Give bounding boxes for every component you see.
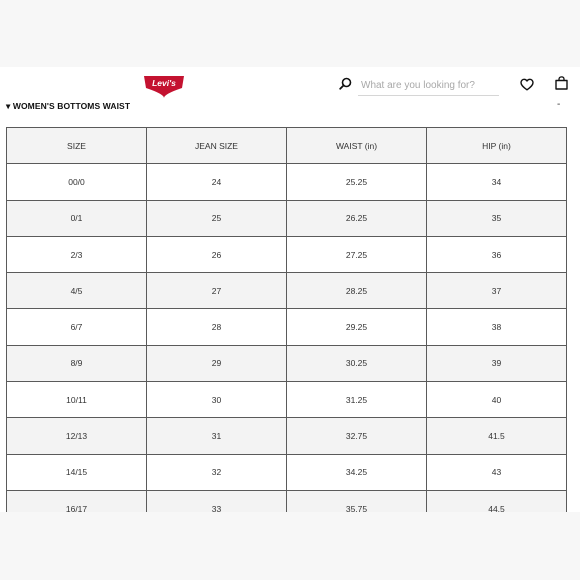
column-header: JEAN SIZE [147, 128, 287, 164]
column-header: SIZE [7, 128, 147, 164]
waist-cell: 35.75 [287, 490, 427, 512]
waist-cell: 29.25 [287, 309, 427, 345]
waist-cell: 25.25 [287, 164, 427, 200]
jean-size-cell: 27 [147, 273, 287, 309]
hip-cell: 39 [427, 345, 567, 381]
levis-logo[interactable] [142, 73, 186, 99]
table-row [7, 309, 567, 345]
column-header: HIP (in) [427, 128, 567, 164]
size-cell: 10/11 [7, 382, 147, 418]
jean-size-cell: 29 [147, 345, 287, 381]
jean-size-cell: 32 [147, 454, 287, 490]
size-cell: 8/9 [7, 345, 147, 381]
hip-cell: 43 [427, 454, 567, 490]
size-cell: 14/15 [7, 454, 147, 490]
search-icon[interactable] [339, 77, 352, 90]
size-cell: 00/0 [7, 164, 147, 200]
table-header-row [7, 128, 567, 164]
section-title[interactable]: ▾ WOMEN'S BOTTOMS WAIST [6, 101, 131, 111]
hip-cell: 34 [427, 164, 567, 200]
bag-icon[interactable] [555, 76, 568, 90]
table-row [7, 345, 567, 381]
waist-cell: 26.25 [287, 200, 427, 236]
hip-cell: 37 [427, 273, 567, 309]
hip-cell: 40 [427, 382, 567, 418]
hip-cell: 41.5 [427, 418, 567, 454]
table-row [7, 236, 567, 272]
table-row [7, 382, 567, 418]
table-row [7, 200, 567, 236]
hip-cell: 44.5 [427, 490, 567, 512]
table-row [7, 273, 567, 309]
jean-size-cell: 31 [147, 418, 287, 454]
size-cell: 6/7 [7, 309, 147, 345]
size-cell: 4/5 [7, 273, 147, 309]
waist-cell: 34.25 [287, 454, 427, 490]
search-input[interactable] [358, 75, 499, 96]
size-cell: 0/1 [7, 200, 147, 236]
table-row [7, 418, 567, 454]
size-cell: 12/13 [7, 418, 147, 454]
logo-text: Levi's [152, 78, 176, 88]
table-row [7, 454, 567, 490]
waist-cell: 30.25 [287, 345, 427, 381]
hip-cell: 36 [427, 236, 567, 272]
waist-cell: 28.25 [287, 273, 427, 309]
jean-size-cell: 25 [147, 200, 287, 236]
jean-size-cell: 28 [147, 309, 287, 345]
size-table [6, 127, 567, 512]
waist-cell: 27.25 [287, 236, 427, 272]
heart-icon[interactable] [520, 78, 534, 91]
waist-cell: 32.75 [287, 418, 427, 454]
collapse-toggle[interactable]: - [557, 99, 561, 110]
waist-cell: 31.25 [287, 382, 427, 418]
size-chart-page [0, 67, 580, 512]
column-header: WAIST (in) [287, 128, 427, 164]
hip-cell: 35 [427, 200, 567, 236]
table-row [7, 164, 567, 200]
jean-size-cell: 30 [147, 382, 287, 418]
size-cell: 2/3 [7, 236, 147, 272]
table-row [7, 490, 567, 512]
hip-cell: 38 [427, 309, 567, 345]
size-cell: 16/17 [7, 490, 147, 512]
jean-size-cell: 26 [147, 236, 287, 272]
jean-size-cell: 33 [147, 490, 287, 512]
jean-size-cell: 24 [147, 164, 287, 200]
